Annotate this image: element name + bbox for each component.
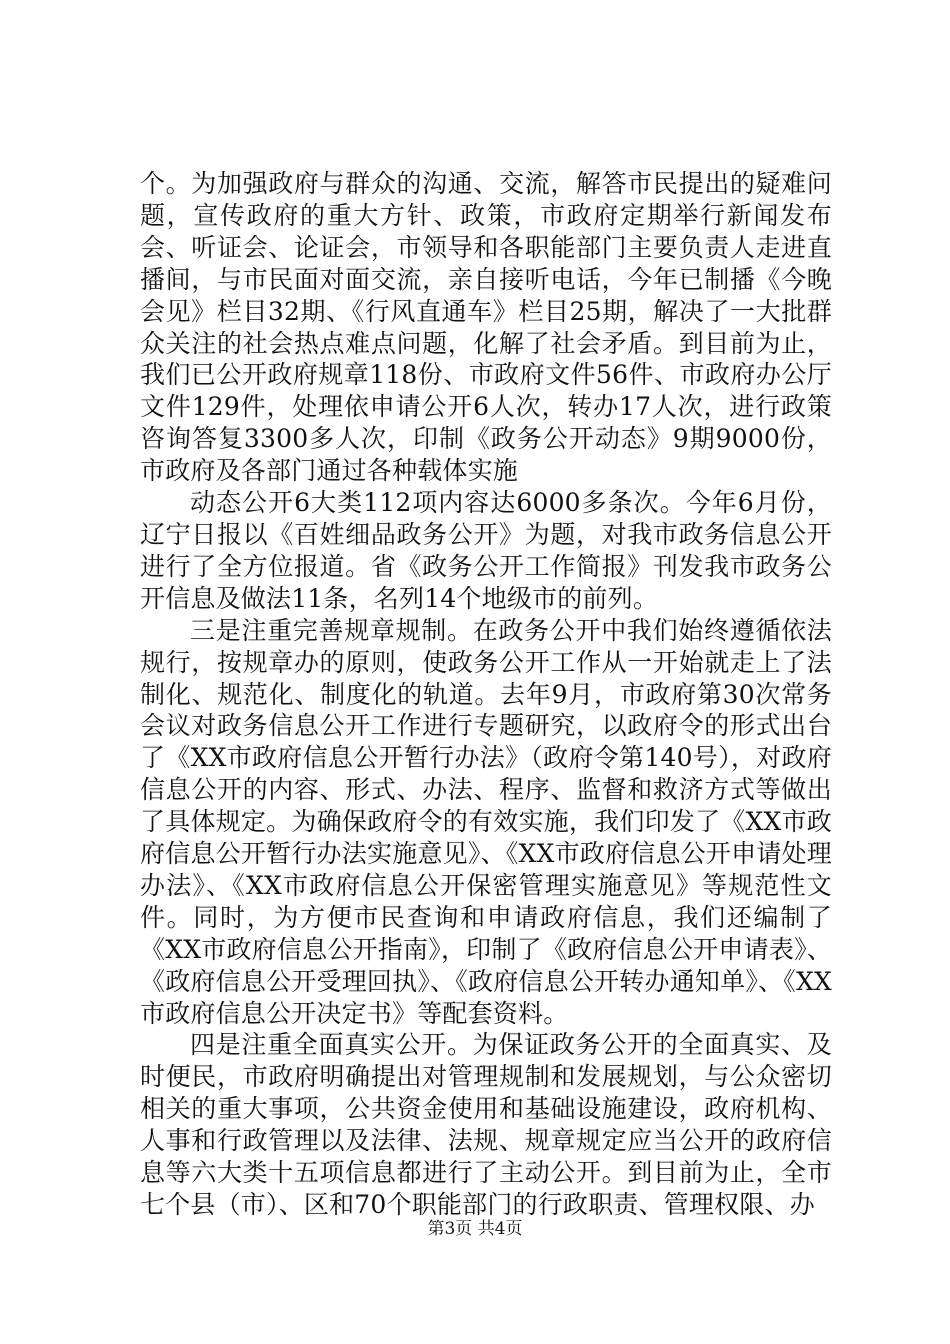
page-footer: 第3页 共4页 [427, 1219, 523, 1239]
paragraph-2: 动态公开6大类112项内容达6000多条次。今年6月份，辽宁日报以《百姓细品政务公开》为题，对我市政务信息公开进行了全方位报道。省《政务公开工作简报》刊发我市政务公开信息及做法11条，名列14个地级市的前列。 [140, 488, 832, 613]
paragraph-4: 四是注重全面真实公开。为保证政务公开的全面真实、及时便民，市政府明确提出对管理规制和发展规划，与公众密切相关的重大事项，公共资金使用和基础设施建设，政府机构、人事和行政管理以及法律、法规、规章规定应当公开的政府信息等六大类十五项信息都进行了主动公开。到目前为止，全市七个县（市）、区和70个职能部门的行政职责、管理权限、办 [140, 1030, 832, 1219]
paragraph-3: 三是注重完善规章规制。在政务公开中我们始终遵循依法规行，按规章办的原则，使政务公开工作从一开始就走上了法制化、规范化、制度化的轨道。去年9月，市政府第30次常务会议对政务信息公开工作进行专题研究，以政府令的形式出台了《XX市政府信息公开暂行办法》（政府令第140号），对政府信息公开的内容、形式、办法、程序、监督和救济方式等做出了具体规定。为确保政府令的有效实施，我们印发了《XX市政府信息公开暂行办法实施意见》、《XX市政府信息公开申请处理办法》、《XX市政府信息公开保密管理实施意见》等规范性文件。同时，为方便市民查询和申请政府信息，我们还编制了《XX市政府信息公开指南》，印制了《政府信息公开申请表》、《政府信息公开受理回执》、《政府信息公开转办通知单》、《XX市政府信息公开决定书》等配套资料。 [140, 615, 832, 1028]
document-body [140, 168, 832, 1221]
paragraph-1: 个。为加强政府与群众的沟通、交流，解答市民提出的疑难问题，宣传政府的重大方针、政策，市政府定期举行新闻发布会、听证会、论证会，市领导和各职能部门主要负责人走进直播间，与市民面对面交流，亲自接听电话，今年已制播《今晚会见》栏目32期、《行风直通车》栏目25期，解决了一大批群众关注的社会热点难点问题，化解了社会矛盾。到目前为止，我们已公开政府规章118份、市政府文件56件、市政府办公厅文件129件，处理依申请公开6人次，转办17人次，进行政策咨询答复3300多人次，印制《政务公开动态》9期9000份，市政府及各部门通过各种载体实施 [140, 169, 832, 486]
